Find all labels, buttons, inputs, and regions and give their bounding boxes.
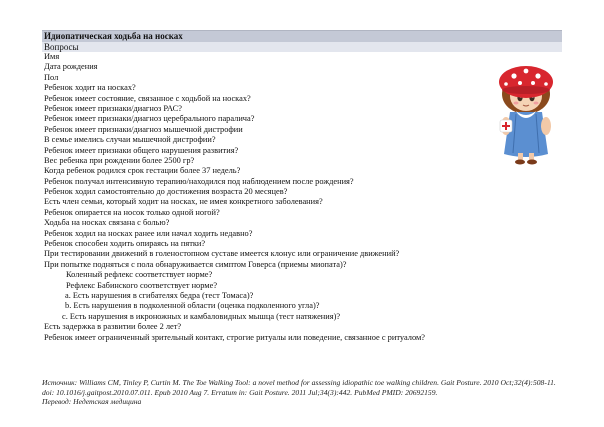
question: Есть член семьи, который ходит на носках, не имея конкретного заболевания? [44, 197, 323, 207]
subquestion-babinski: Рефлекс Бабинского соответствует норме? [66, 280, 218, 290]
question-birthdate: Дата рождения [44, 62, 98, 72]
subquestion-a: a. Есть нарушения в сгибателях бедра (тест Томаса)? [65, 290, 254, 300]
question: Ребенок имеет признаки/диагноз мышечной дистрофии [44, 124, 243, 134]
question: Ребенок ходил самостоятельно до достижения возраста 20 месяцев? [44, 187, 288, 197]
translation-credit: Перевод: Недетская медицина [42, 397, 142, 407]
question: Ребенок имеет признаки/диагноз церебрального паралича? [44, 114, 255, 124]
girl-with-red-hat-illustration [486, 56, 566, 166]
question: Ребенок ходит на носках? [44, 83, 136, 93]
question: Ребенок имеет ограниченный зрительный контакт, строгие ритуалы или поведение, связанное с ритуалом? [44, 332, 425, 342]
subquestion-c: c. Есть нарушения в икроножных и камбаловидных мышца (тест натяжения)? [62, 311, 341, 321]
question: Ребенок получал интенсивную терапию/находился под наблюдением после рождения? [44, 176, 354, 186]
question: Ребенок имеет признаки/диагноз РАС? [44, 103, 182, 113]
source-citation [42, 378, 562, 407]
question: Ребенок способен ходить опираясь на пятки? [44, 239, 206, 249]
question: Ребенок опирается на носок только одной ногой? [44, 207, 220, 217]
question-name: Имя [44, 52, 60, 61]
subquestion-knee-reflex: Коленный рефлекс соответствует норме? [66, 270, 213, 280]
question-sex: Пол [44, 72, 59, 82]
question: Есть задержка в развитии более 2 лет? [44, 322, 182, 332]
subquestion-b: b. Есть нарушения в подколенной области (оценка подколенного угла)? [65, 301, 320, 311]
question: В семье имелись случаи мышечной дистрофии? [44, 135, 216, 145]
question: Когда ребенок родился срок гестации более 37 недель? [44, 166, 241, 176]
questionnaire [42, 30, 562, 343]
source-text: Источник: Williams CM, Tinley P, Curtin M. The Toe Walking Tool: a novel method for assessing idiopathic toe walking children. Gait Posture. 2010 Oct;32(4):508-11. doi: 10.1016/j.gaitpost.2010.07.011. Epub 2010 Aug 7. Erratum in: Gait Posture. 2011 Jul;34(3):442. PubMed PMID: 20692159. [42, 378, 556, 397]
question: Ребенок имеет признаки общего нарушения развития? [44, 145, 239, 155]
question: Вес ребенка при рождении более 2500 гр? [44, 155, 195, 165]
page-title: Идиопатическая ходьба на носках [42, 30, 562, 42]
question: Ребенок имеет состояние, связанное с ходьбой на носках? [44, 93, 251, 103]
question: При попытке подняться с пола обнаруживается симптом Говерса (приемы миопата)? [44, 259, 347, 269]
question: Ребенок ходил на носках ранее или начал ходить недавно? [44, 228, 253, 238]
table-header: Вопросы [42, 42, 562, 52]
question: Ходьба на носках связана с болью? [44, 218, 170, 228]
question: При тестировании движений в голеностопном суставе имеется клонус или ограничение движений? [44, 249, 400, 259]
